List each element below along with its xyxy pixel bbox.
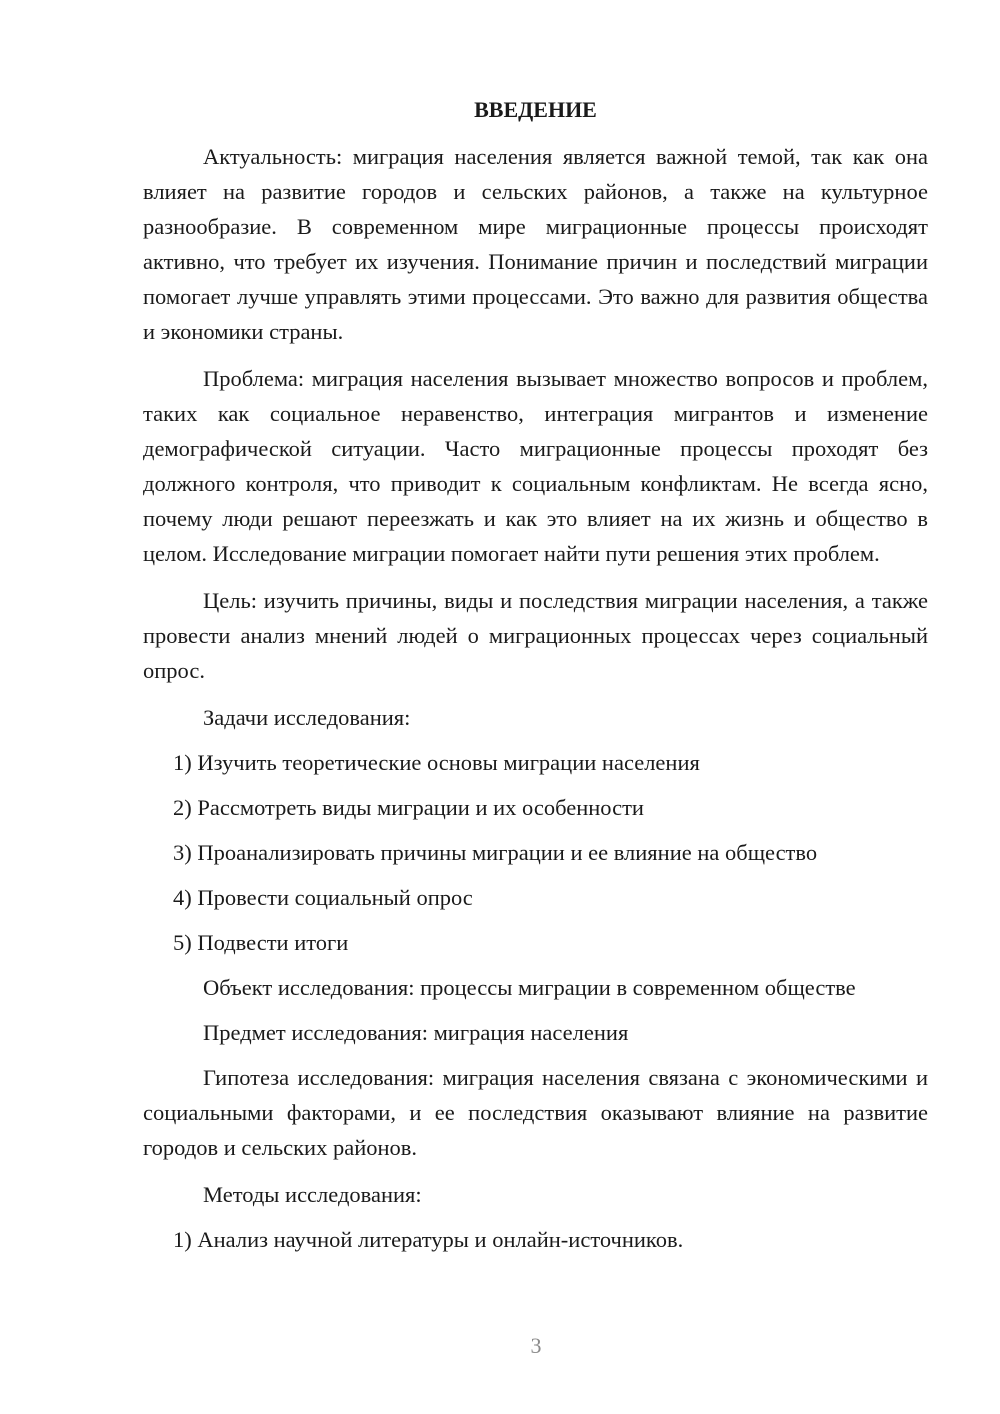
object-line: Объект исследования: процессы миграции в современном обществе — [203, 975, 856, 1000]
task-item: 1) Изучить теоретические основы миграции населения — [173, 750, 700, 775]
relevance-paragraph: Актуальность: миграция населения является важной темой, так как она влияет на развитие городов и сельских районов, а также на культурное разнообразие. В современном мире миграционные процессы происходят активно, что требует их изучения. Понимание причин и последствий миграции помогает лучше управлять этими процессами. Это важно для развития общества и экономики страны. — [143, 144, 928, 344]
task-item: 4) Провести социальный опрос — [173, 885, 473, 910]
hypothesis-paragraph: Гипотеза исследования: миграция населения связана с экономическими и социальными факторами, и ее последствия оказывают влияние на развитие городов и сельских районов. — [143, 1065, 928, 1160]
problem-paragraph: Проблема: миграция населения вызывает множество вопросов и проблем, таких как социальное неравенство, интеграция мигрантов и изменение демографической ситуации. Часто миграционные процессы проходят без должного контроля, что приводит к социальным конфликтам. Не всегда ясно, почему люди решают переезжать и как это влияет на их жизнь и общество в целом. Исследование миграции помогает найти пути решения этих проблем. — [143, 366, 928, 566]
tasks-title: Задачи исследования: — [203, 705, 411, 730]
task-item: 5) Подвести итоги — [173, 930, 349, 955]
section-heading: ВВЕДЕНИЕ — [474, 97, 597, 122]
method-item: 1) Анализ научной литературы и онлайн-источников. — [173, 1227, 684, 1252]
page-number: 3 — [530, 1333, 542, 1358]
methods-title: Методы исследования: — [203, 1182, 422, 1207]
page-content — [143, 92, 928, 1267]
goal-paragraph: Цель: изучить причины, виды и последствия миграции населения, а также провести анализ мнений людей о миграционных процессах через социальный опрос. — [143, 588, 928, 683]
task-item: 2) Рассмотреть виды миграции и их особенности — [173, 795, 644, 820]
task-item: 3) Проанализировать причины миграции и ее влияние на общество — [173, 840, 818, 865]
subject-line: Предмет исследования: миграция населения — [203, 1020, 629, 1045]
